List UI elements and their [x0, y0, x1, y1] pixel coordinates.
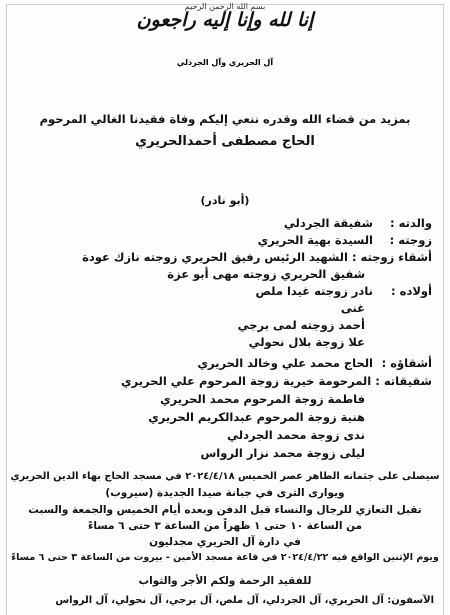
funeral-line-1: سيصلى على جثمانه الطاهر عصر الخميس ٢٠٢٤/٤/١٨ في مسجد الحاج بهاء الدين الحريري — [10, 471, 440, 482]
child-3: أحمد زوجته لمى برجي — [237, 318, 365, 332]
calligraphy-header — [0, 2, 450, 31]
funeral-line-3: تقبل التعازي للرجال والنساء قبل الدفن وبعده أيام الخميس والجمعة والسبت — [28, 504, 422, 516]
sister-1: المرحومة خيرية زوجة المرحوم علي الحريري — [121, 374, 372, 388]
child-2: غنى — [340, 301, 365, 315]
closing-line: للفقيد الرحمة ولكم الأجر والثواب — [138, 575, 312, 587]
funeral-line-6: ويوم الإثنين الواقع فيه ٢٠٢٤/٤/٢٢ في قاعة مسجد الأمين - بيروت من الساعة ٣ حتى ٦ مساءً — [11, 552, 439, 563]
mother-row — [12, 216, 432, 230]
brothers-label: أشقاؤه : — [381, 356, 432, 370]
wife-siblings-label: أشقاء زوجته : — [351, 250, 432, 264]
wife-row — [12, 233, 432, 247]
wife-label: زوجته : — [389, 233, 432, 247]
sister-2: فاطمة زوجة المرحوم محمد الحريري — [160, 392, 365, 406]
wife-siblings-value-2: شفيق الحريري زوجته مهى أبو عزة — [167, 267, 365, 281]
deceased-name: الحاج مصطفى أحمدالحريري — [135, 134, 315, 149]
sister-5: ليلى زوجة محمد نزار الرواس — [200, 446, 365, 460]
basmala: بسم الله الرحمن الرحيم — [184, 2, 266, 11]
intro-text: بمزيد من قضاء الله وقدره ننعي إليكم وفاة فقيدنا الغالي المرحوم — [39, 112, 411, 126]
brothers-value: الحاج محمد علي وخالد الحريري — [197, 356, 373, 370]
mother-value: شفيقة الجردلي — [283, 216, 373, 230]
wife-siblings-value-1: الشهيد الرئيس رفيق الحريري زوجته نازك عودة — [82, 250, 348, 264]
sisters-row — [12, 374, 432, 388]
sister-4: ندى زوجة محمد الجردلي — [227, 428, 365, 442]
wife-value: السيدة بهية الحريري — [257, 233, 373, 247]
nickname: (أبو نادر) — [200, 194, 250, 207]
children-row — [12, 284, 432, 298]
funeral-line-4: من الساعة ١٠ حتى ١ ظهراً من الساعة ٣ حتى ٦ مساءً — [87, 520, 363, 532]
wife-siblings-row — [12, 250, 432, 264]
child-1: نادر زوجته غيدا ملص — [255, 284, 373, 298]
mourners-line: الآسفون: آل الحريري، آل الجردلي، آل ملص، آل برجي، آل نحولي، آل الرواس — [55, 595, 434, 606]
funeral-line-5: في دارة آل الحريري مجدليون — [149, 536, 301, 548]
sisters-label: شقيقاته : — [375, 374, 432, 388]
brothers-row — [12, 356, 432, 370]
sister-3: هنية زوجة المرحوم عبدالكريم الحريري — [148, 410, 365, 424]
funeral-line-2: ويوارى الثرى في جبانة صيدا الجديدة (سيروب) — [105, 487, 345, 499]
quran-verse: إنا لله وإنا إليه راجعون — [136, 9, 314, 31]
families-title: آل الحريري وآل الجردلي — [176, 58, 274, 67]
children-label: أولاده : — [391, 284, 432, 298]
mother-label: والدته : — [390, 216, 432, 230]
child-4: علا زوجة بلال نحولي — [248, 335, 365, 349]
